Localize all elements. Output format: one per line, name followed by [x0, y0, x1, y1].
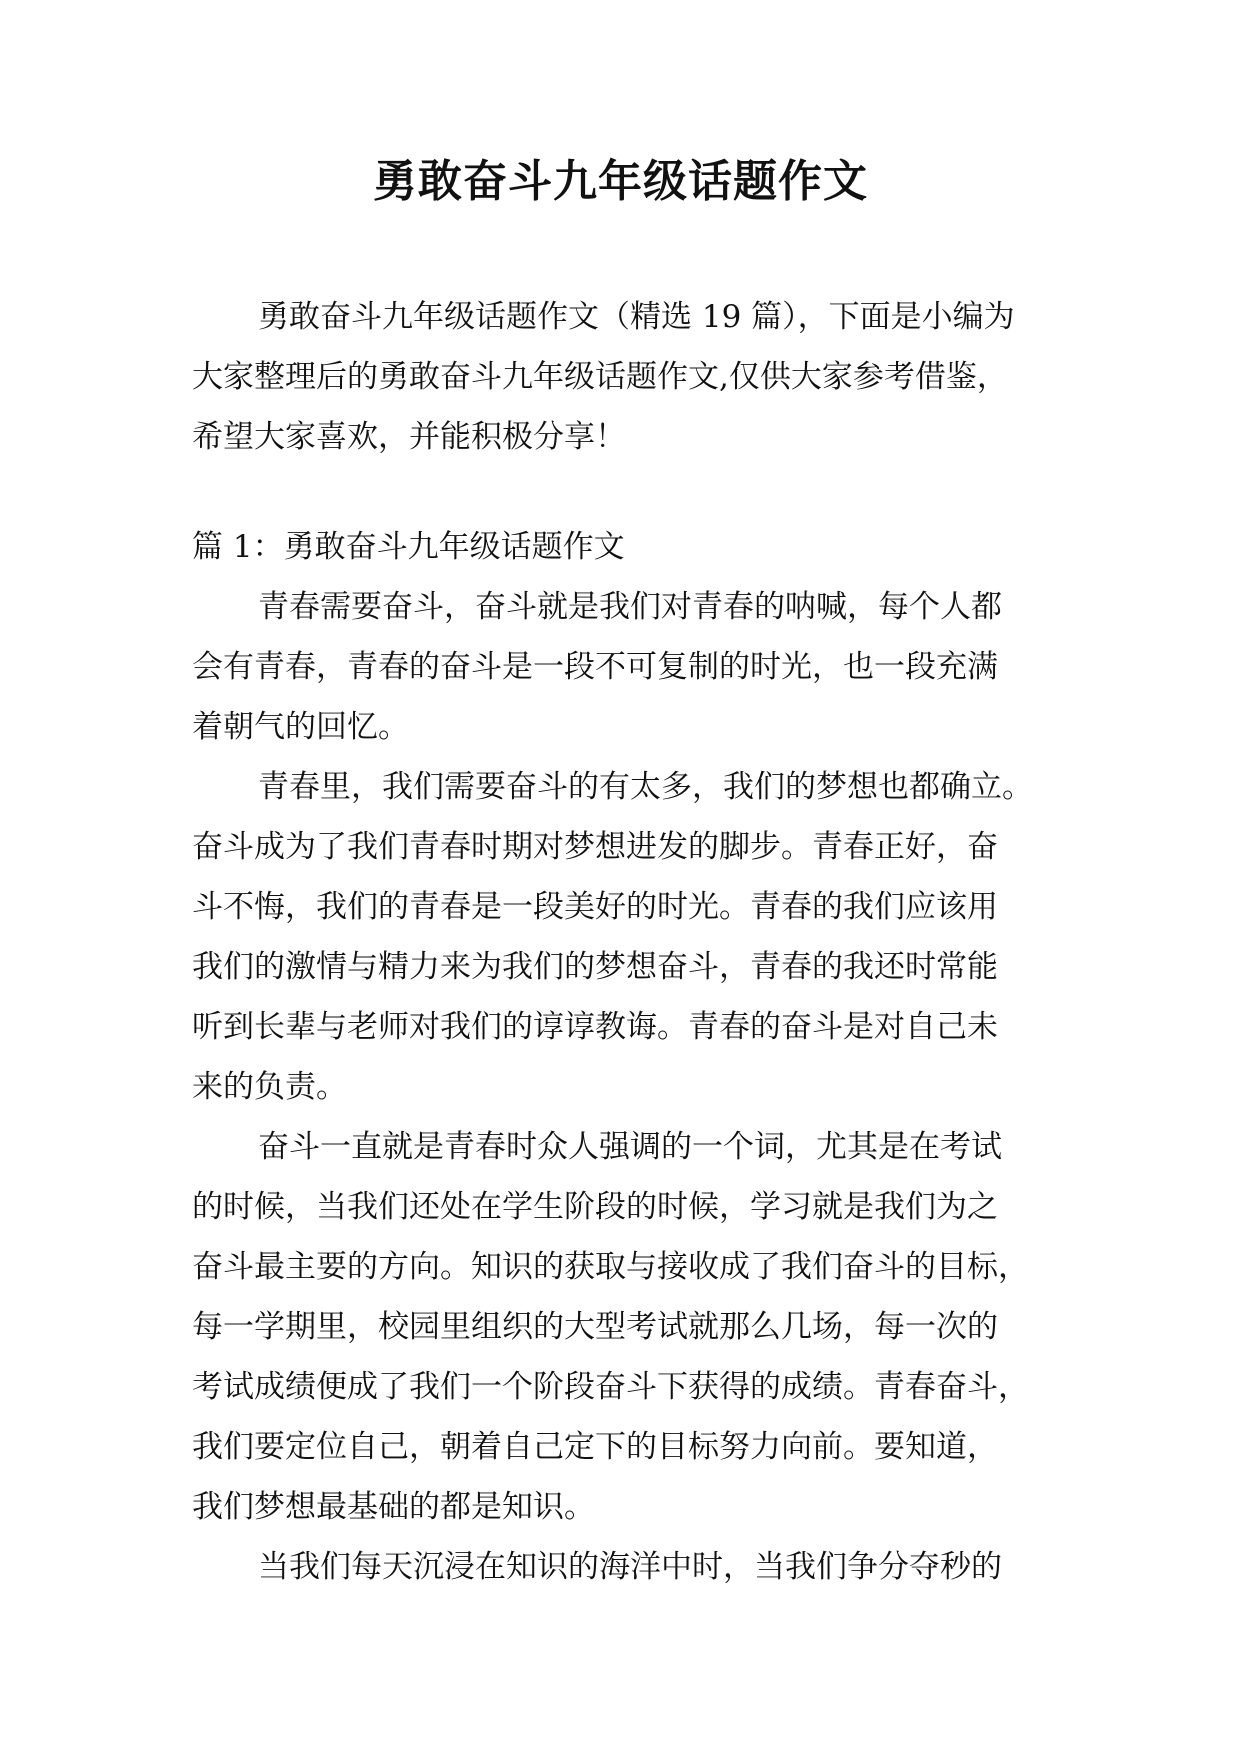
- paragraph-line: 斗不悔，我们的青春是一段美好的时光。青春的我们应该用: [192, 889, 998, 925]
- intro-paragraph: [192, 287, 1052, 467]
- paragraph-line: 考试成绩便成了我们一个阶段奋斗下获得的成绩。青春奋斗，: [192, 1369, 1029, 1405]
- paragraph-line: 的时候，当我们还处在学生阶段的时候，学习就是我们为之: [192, 1189, 998, 1225]
- paragraph-line: 听到长辈与老师对我们的谆谆教诲。青春的奋斗是对自己未: [192, 1009, 998, 1045]
- paragraph-line: 青春需要奋斗，奋斗就是我们对青春的呐喊，每个人都: [258, 589, 1002, 625]
- paragraph-line: 当我们每天沉浸在知识的海洋中时，当我们争分夺秒的: [258, 1549, 1002, 1585]
- intro-line: 勇敢奋斗九年级话题作文（精选 19 篇），下面是小编为: [258, 299, 1015, 335]
- paragraph-line: 我们要定位自己，朝着自己定下的目标努力向前。要知道，: [192, 1429, 998, 1465]
- paragraph-line: 奋斗一直就是青春时众人强调的一个词，尤其是在考试: [258, 1129, 1002, 1165]
- intro-line: 希望大家喜欢，并能积极分享！: [192, 419, 626, 455]
- paragraph-line: 奋斗成为了我们青春时期对梦想进发的脚步。青春正好，奋: [192, 829, 998, 865]
- paragraph-line: 每一学期里，校园里组织的大型考试就那么几场，每一次的: [192, 1309, 998, 1345]
- paragraph-line: 青春里，我们需要奋斗的有太多，我们的梦想也都确立。: [258, 769, 1033, 805]
- intro-line: 大家整理后的勇敢奋斗九年级话题作文,仅供大家参考借鉴，: [192, 359, 1008, 395]
- paragraph-line: 来的负责。: [192, 1069, 347, 1105]
- paragraph-line: 会有青春，青春的奋斗是一段不可复制的时光，也一段充满: [192, 649, 998, 685]
- paragraph-line: 我们梦想最基础的都是知识。: [192, 1489, 595, 1525]
- paragraph-line: 奋斗最主要的方向。知识的获取与接收成了我们奋斗的目标，: [192, 1249, 1029, 1285]
- document-title: 勇敢奋斗九年级话题作文: [373, 156, 868, 207]
- paragraph-line: 我们的激情与精力来为我们的梦想奋斗，青春的我还时常能: [192, 949, 998, 985]
- section-1: [192, 517, 1052, 1597]
- section-heading: 篇 1：勇敢奋斗九年级话题作文: [192, 529, 625, 565]
- paragraph-line: 着朝气的回忆。: [192, 709, 409, 745]
